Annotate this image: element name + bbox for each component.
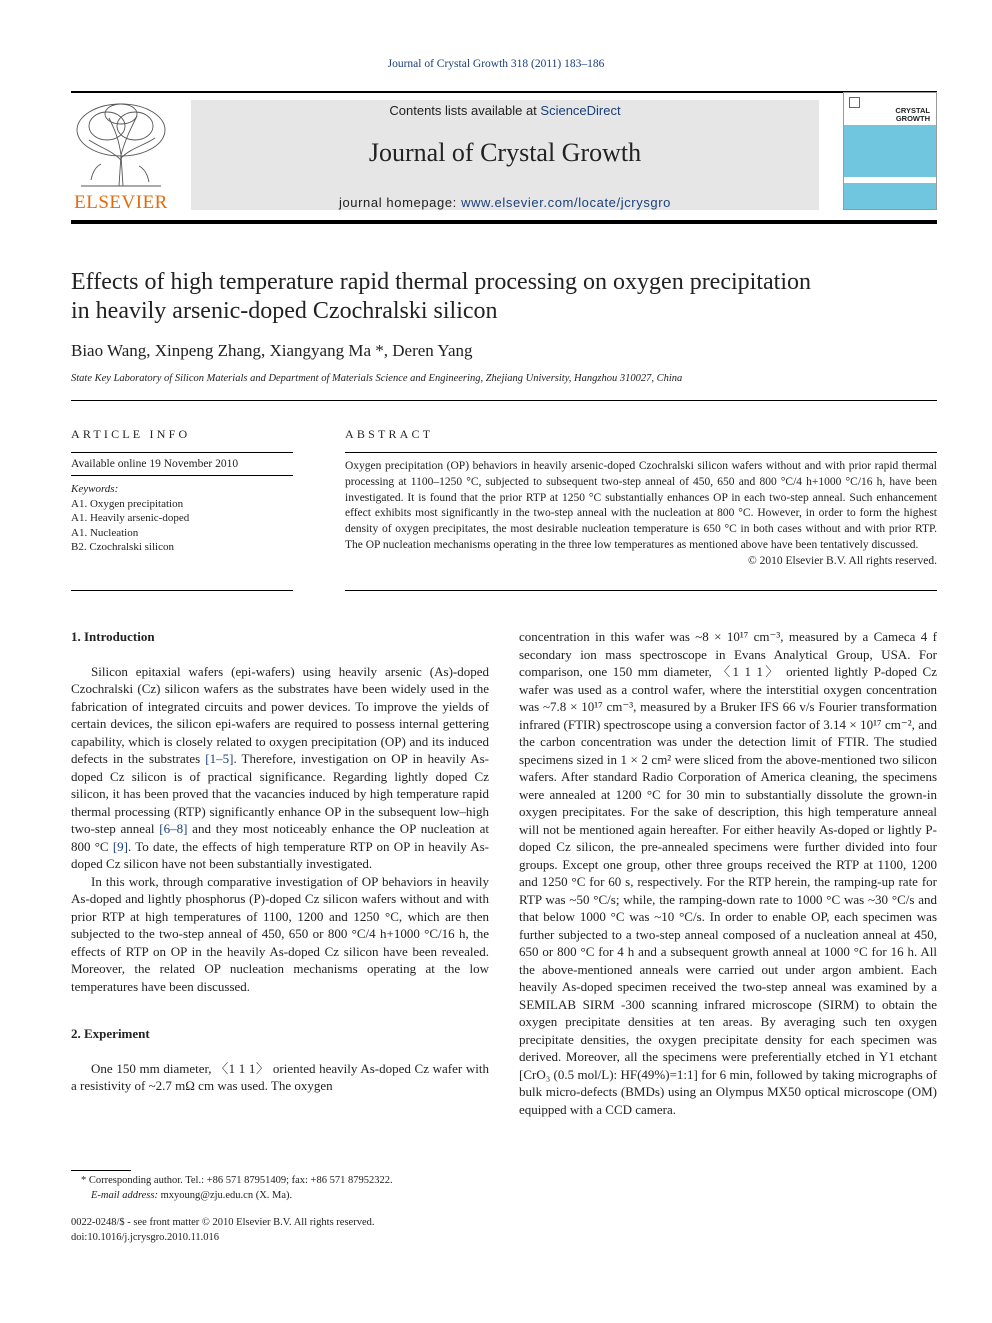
homepage-link[interactable]: www.elsevier.com/locate/jcrysgro [461, 195, 672, 210]
experiment-paragraph-continued: concentration in this wafer was ~8 × 10¹⁷ cm⁻³, measured by a Cameca 4 f secondary ion mass spectroscope in Evans Analytical Group, USA. For comparison, one 150 mm diameter, 〈1 1 1〉 oriented lightly P-doped Cz wafer was used as a control wafer, where the interstitial oxygen concentration was ~7.8 × 10¹⁷ cm⁻³, measured by a Bruker IFS 66 v/s Fourier transformation infrared (FTIR) spectroscope using a conversion factor of 3.14 × 10¹⁷ cm⁻², and the carbon concentration was under the detection limit of FTIR. The studied specimens sized in 1 × 2 cm² were sliced from the above-mentioned two silicon wafers. After standard Radio Corporation of America cleaning, the specimens were annealed at 1200 °C for 30 min to substantially dissolute the grown-in oxygen precipitates. For the sake of description, this high temperature anneal will not be mentioned again hereafter. For either heavily As-doped or lightly P-doped Cz silicon, the pre-annealed specimens were further divided into four groups. Except one group, other three groups received the RTP at 1100, 1200 and 1250 °C for 60 s, respectively. For the RTP herein, the ramping-up rate for RTP was ~50 °C/s; while, the ramping-down rate to 1000 °C was ~30 °C/s and that below 1000 °C was ~10 °C/s. In order to enable OP, each specimen was further subjected to a two-step anneal composed of a nucleation anneal at 450, 650 or 800 °C for 4 h and a subsequent growth anneal at 1000 °C for 16 h. All the above-mentioned anneals were carried out under argon ambient. Each heavily As-doped specimen received the two-step anneal was examined by a SEMILAB SIRM -300 scanning infrared microscope (SIRM) to obtain the oxygen precipitate densities at ten areas. By averaging such ten oxygen precipitate densities, the oxygen precipitate density for each specimen was derived. Moreover, all the specimens were preferentially etched in Y1 etchant [CrO₃ (0.5 mol/L): HF(49%)=1:1] for 6 min, followed by taking micrographs of bulk micro-defects (BMDs) using an Olympus MX50 optical microscope (OM) equipped with a CCD camera. [519, 629, 937, 1117]
abstract-bottom-rule [345, 590, 937, 591]
contents-line [191, 103, 819, 118]
experiment-paragraph-1: One 150 mm diameter, 〈1 1 1〉 oriented heavily As-doped Cz wafer with a resistivity of ~2.7 mΩ cm was used. The oxygen [71, 1060, 489, 1093]
journal-citation[interactable]: Journal of Crystal Growth 318 (2011) 183–186 [387, 58, 605, 70]
contents-prefix: Contents lists available at [389, 103, 541, 118]
keyword-item: A1. Heavily arsenic-doped [71, 512, 190, 524]
abstract-copyright: © 2010 Elsevier B.V. All rights reserved. [748, 554, 937, 567]
journal-cover-thumbnail[interactable] [843, 92, 937, 210]
footnote-rule [71, 1170, 131, 1171]
title-divider [71, 400, 937, 401]
article-affiliation: State Key Laboratory of Silicon Materials and Department of Materials Science and Engineering, Zhejiang University, Hangzhou 310027, China [71, 373, 683, 384]
abstract-rule [345, 452, 937, 453]
article-title-line1: Effects of high temperature rapid thermal processing on oxygen precipitation [71, 269, 811, 295]
homepage-prefix: journal homepage: [338, 195, 462, 210]
section-heading-experiment: 2. Experiment [71, 1026, 150, 1041]
available-online: Available online 19 November 2010 [71, 458, 239, 470]
article-info-rule-2 [71, 475, 293, 476]
email-line [71, 1189, 489, 1204]
header-bottom-rule [71, 220, 937, 224]
journal-title: Journal of Crystal Growth [368, 138, 642, 167]
abstract-heading: ABSTRACT [345, 427, 434, 441]
abstract-text [345, 459, 937, 570]
article-info-bottom-rule [71, 590, 293, 591]
section-heading-introduction: 1. Introduction [71, 629, 155, 644]
keywords-label: Keywords: [71, 483, 119, 495]
intro-text-a: Silicon epitaxial wafers (epi-wafers) using heavily arsenic (As)-doped Czochralski (Cz) silicon wafers as the substrates have been widely used in the fabrication of integrated circuits and power devices. To improve the yields of certain devices, the silicon epi-wafers are required to possess internal gettering capability, which is closely related to oxygen precipitation (OP) and its induced defects in the substrates [71, 663, 489, 766]
intro-text-d: . To date, the effects of high temperature RTP on OP in heavily As-doped Cz silicon have not been substantially investigated. [71, 838, 489, 871]
sciencedirect-link[interactable]: ScienceDirect [540, 103, 621, 118]
article-info-rule [71, 452, 293, 453]
cover-band-lower [844, 183, 936, 209]
cover-band [844, 125, 936, 177]
email-address[interactable]: mxyoung@zju.edu.cn (X. Ma). [157, 1189, 293, 1201]
keyword-item: A1. Oxygen precipitation [71, 497, 184, 510]
doi-line[interactable]: doi:10.1016/j.jcrysgro.2010.11.016 [71, 1231, 220, 1243]
abstract-body: Oxygen precipitation (OP) behaviors in heavily arsenic-doped Czochralski silicon wafers without and with prior rapid thermal processing at 1100–1250 °C, subjected to subsequent two-step anneal of 450, 650 and 800 °C/4 h+1000 °C/16 h, have been investigated. It is found that the prior RTP at 1250 °C substantially enhances OP in each two-step anneal. Such enhancement effect exhibits most significantly in the two-step anneal with the nucleation at 800 °C. However, in order to form the highest density of oxygen precipitates, the most desirable nucleation temperature is 650 °C in both cases without and with prior RTP. The OP nucleation mechanisms operating in the three low temperatures as mentioned above have been tentatively discussed. [345, 460, 937, 551]
reference-link[interactable]: [9] [112, 838, 129, 854]
journal-homepage-line [191, 195, 819, 210]
header-top-rule [71, 91, 937, 93]
article-title-line2: in heavily arsenic-doped Czochralski silicon [71, 298, 498, 324]
reference-link[interactable]: [1–5] [205, 751, 234, 766]
reference-link[interactable]: [6–8] [159, 821, 188, 836]
cover-title-line2: GROWTH [895, 114, 930, 123]
email-label: E-mail address: [91, 1189, 158, 1201]
elsevier-logo[interactable] [71, 100, 171, 212]
left-column [71, 628, 489, 1095]
intro-text-b: . Therefore, investigation on OP in heavily As-doped Cz silicon is of practical significance. Regarding lightly doped Cz silicon, it has been proved that the vacancies induced by high temperature rapid thermal processing (RTP) significantly enhance OP in the subsequent low–high two-step anneal [71, 751, 489, 836]
right-column [519, 628, 937, 1118]
journal-masthead [191, 100, 819, 210]
keyword-item: B2. Czochralski silicon [71, 541, 174, 553]
article-title [71, 268, 937, 326]
issn-line: 0022-0248/$ - see front matter © 2010 Elsevier B.V. All rights reserved. [71, 1217, 375, 1228]
tree-icon [71, 100, 171, 188]
intro-paragraph-2: In this work, through comparative investigation of OP behaviors in heavily As-doped and lightly phosphorus (P)-doped Cz silicon wafers without and with prior RTP at high temperatures of 1100, 1200 and 1250 °C, which are then subjected to the two-step anneal of 450, 650 or 800 °C/4 h+1000 °C/16 h, the effects of RTP on OP in the heavily As-doped Cz silicon have been revealed. Moreover, the related OP nucleation mechanisms operating at the low temperatures have been discussed. [71, 873, 489, 994]
bottom-matter [71, 1216, 489, 1245]
cover-emblem-icon [849, 97, 860, 108]
article-authors[interactable]: Biao Wang, Xinpeng Zhang, Xiangyang Ma *, Deren Yang [71, 341, 473, 360]
article-info-heading: ARTICLE INFO [71, 427, 191, 441]
intro-paragraph-1 [71, 663, 489, 873]
keywords-block [71, 482, 293, 555]
footnote [71, 1174, 489, 1203]
elsevier-wordmark: ELSEVIER [74, 192, 168, 213]
cover-title [895, 107, 930, 123]
intro-text-c: and they most noticeably enhance the OP nucleation at 800 °C [71, 821, 489, 854]
cover-title-line1: CRYSTAL [895, 106, 930, 115]
corresponding-author-note: * Corresponding author. Tel.: +86 571 87951409; fax: +86 571 87952322. [81, 1175, 393, 1186]
keyword-item: A1. Nucleation [71, 526, 139, 539]
